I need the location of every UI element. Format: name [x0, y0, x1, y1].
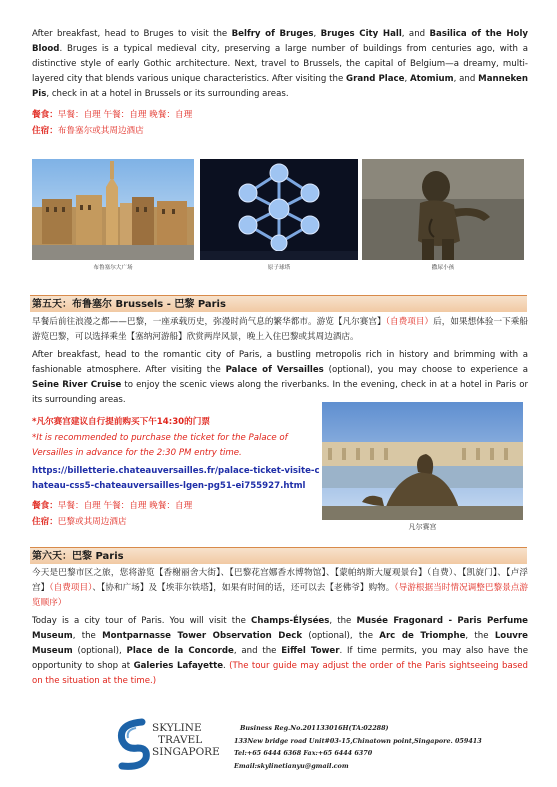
- company-email: Email:skylinetianyu@gmail.com: [234, 761, 349, 770]
- day5-meals: 餐食：早餐：自理 午餐：自理 晚餐：自理: [32, 501, 193, 511]
- day5-accommodation: 住宿：巴黎或其周边酒店: [32, 517, 127, 527]
- skyline-logo-icon: [112, 718, 152, 770]
- company-details: [234, 722, 482, 772]
- manneken-pis-photo: [362, 159, 524, 260]
- day4-accommodation: 住宿：布鲁塞尔或其周边酒店: [32, 126, 144, 136]
- company-footer: [0, 708, 557, 787]
- day4-meals: 餐食：早餐：自理 午餐：自理 晚餐：自理: [32, 110, 193, 120]
- day5-header: 第五天：布鲁塞尔 Brussels - 巴黎 Paris: [30, 295, 527, 312]
- day6-chinese-paragraph: 今天是巴黎市区之旅，您将游览【香榭丽舍大街】、【巴黎花宫娜香水博物馆】、【蒙帕纳斯大厦观景台】（自费）、【凯旋门】、【卢浮宫】（自费项目）、【协和广场】及【埃菲尔铁塔】，如果有时间的话，还可以去【老佛爷】购物。（导游根据当时情况调整巴黎景点游览顺序）: [32, 568, 528, 608]
- day5-ticket-note-cn: *凡尔赛宫建议自行提前购买下午14:30的门票: [32, 417, 210, 427]
- manneken-pis-caption: 撒尿小孩: [431, 265, 455, 271]
- day5-chinese-paragraph: 早餐后前往浪漫之都——巴黎，一座承载历史，弥漫时尚气息的繁华都市。游览【凡尔赛宫】（自费项目）后，如果想体验一下乘船游览巴黎，可以选择乘坐【塞纳河游船】欣赏两岸风景，晚上入住巴黎或其周边酒店。: [32, 317, 528, 342]
- business-reg: Business Reg.No.201133016H(TA:02288): [240, 724, 389, 732]
- day6-header: 第六天：巴黎 Paris: [30, 547, 527, 564]
- day6-english-paragraph: Today is a city tour of Paris. You will visit the Champs-Élysées, the Musée Fragonard - Paris Perfume Museum, the Montparnasse Tower Observation Deck (optional), the Arc de Triomphe, the Louvre Museum (optional), Place de la Concorde, and the Eiffel Tower. If time permits, you may also have the opportunity to shop at Galeries Lafayette. (The tour guide may adjust the order of the Paris sightseeing based on the situation at the time.): [32, 616, 528, 686]
- grand-place-photo: [32, 159, 194, 260]
- day5-english-paragraph: After breakfast, head to the romantic city of Paris, a bustling metropolis rich in history and brimming with a fashionable atmosphere. After visiting the Palace of Versailles (optional), you may choose to experience a Seine River Cruise to enjoy the scenic views along the riverbanks. In the evening, check in at a hotel in Paris or its surrounding areas.: [32, 350, 529, 405]
- day4-english-paragraph: After breakfast, head to Bruges to visit the Belfry of Bruges, Bruges City Hall, and Basilica of the Holy Blood. Bruges is a typical medieval city, preserving a large number of buildings from centuries ago, with a distinctive style of early Gothic architecture. Next, travel to Brussels, the capital of Belgium—a dreamy, multi-layered city that blends various unique characteristics. After visiting the Grand Place, Atomium, and Manneken Pis, check in at a hotel in Brussels or its surrounding areas.: [32, 29, 529, 99]
- versailles-photo: [322, 402, 523, 520]
- versailles-caption: 凡尔赛宫: [408, 523, 437, 531]
- logo-text: SKYLINE TRAVEL SINGAPORE: [152, 722, 220, 758]
- versailles-ticket-link[interactable]: https://billetterie.chateauversailles.fr/palace-ticket-visite-chateau-css5-chateauversailles-lgen-pg51-ei755927.html: [32, 466, 320, 491]
- atomium-caption: 原子球塔: [267, 265, 291, 271]
- atomium-photo: [200, 159, 358, 260]
- company-address: 133New bridge road Unit#03-15,Chinatown point,Singapore. 059413: [234, 736, 482, 745]
- day5-ticket-note-en: *It is recommended to purchase the ticket for the Palace of Versailles in advance for the 2:30 PM entry time.: [32, 433, 288, 458]
- grand-place-caption: 布鲁塞尔大广场: [93, 265, 133, 271]
- company-phone: Tel:+65 6444 6368 Fax:+65 6444 6370: [234, 749, 373, 757]
